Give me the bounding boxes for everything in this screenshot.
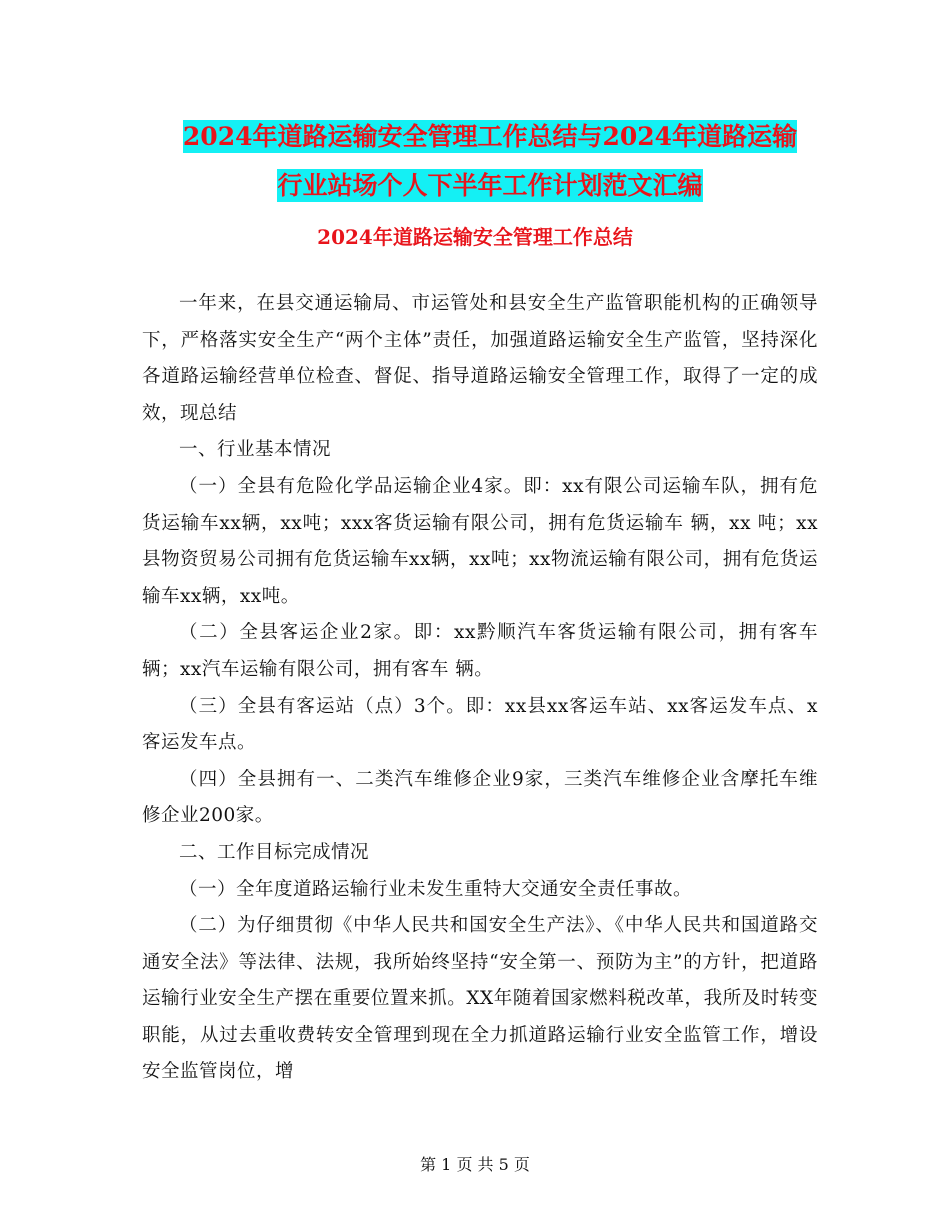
paragraph-passenger-stations: （三）全县有客运站（点）3个。即：xx县xx客运车站、xx客运发车点、x客运发车点。	[142, 695, 818, 754]
paragraph-repair-enterprises: （四）全县拥有一、二类汽车维修企业9家，三类汽车维修企业含摩托车维修企业200家。	[142, 768, 818, 827]
paragraph-hazmat-enterprises: （一）全县有危险化学品运输企业4家。即：xx有限公司运输车队，拥有危货运输车xx辆，xx吨；xxx客货运输有限公司，拥有危货运输车 辆，xx 吨；xx县物资贸易公司拥有危货运输车xx辆，xx吨；xx物流运输有限公司，拥有危货运输车xx辆，xx吨。	[142, 475, 818, 607]
section-title: 2024年道路运输安全管理工作总结	[317, 225, 633, 249]
document-body	[142, 286, 818, 1091]
paragraph-law-implementation: （二）为仔细贯彻《中华人民共和国安全生产法》、《中华人民共和国道路交通安全法》等法律、法规，我所始终坚持“安全第一、预防为主”的方针，把道路运输行业安全生产摆在重要位置来抓。XX年随着国家燃料税改革，我所及时转变职能，从过去重收费转安全管理到现在全力抓道路运输行业安全监管工作，增设安全监管岗位，增	[142, 915, 818, 1083]
paragraph-intro: 一年来，在县交通运输局、市运管处和县安全生产监管职能机构的正确领导下，严格落实安全生产“两个主体”责任，加强道路运输安全生产监管，坚持深化各道路运输经营单位检查、督促、指导道路运输安全管理工作，取得了一定的成效，现总结	[142, 293, 818, 424]
paragraph-passenger-enterprises: （二）全县客运企业2家。即：xx黔顺汽车客货运输有限公司，拥有客车 辆；xx汽车运输有限公司，拥有客车 辆。	[142, 622, 818, 680]
heading-goal-completion: 二、工作目标完成情况	[179, 841, 370, 863]
heading-industry-overview: 一、行业基本情况	[179, 439, 332, 461]
document-title-line2: 行业站场个人下半年工作计划范文汇编	[277, 171, 703, 200]
document-title-line1: 2024年道路运输安全管理工作总结与2024年道路运输	[182, 122, 798, 151]
paragraph-no-major-accidents: （一）全年度道路运输行业未发生重特大交通安全责任事故。	[179, 878, 693, 900]
page-footer: 第 1 页 共 5 页	[420, 1155, 530, 1174]
document-title	[140, 112, 840, 210]
